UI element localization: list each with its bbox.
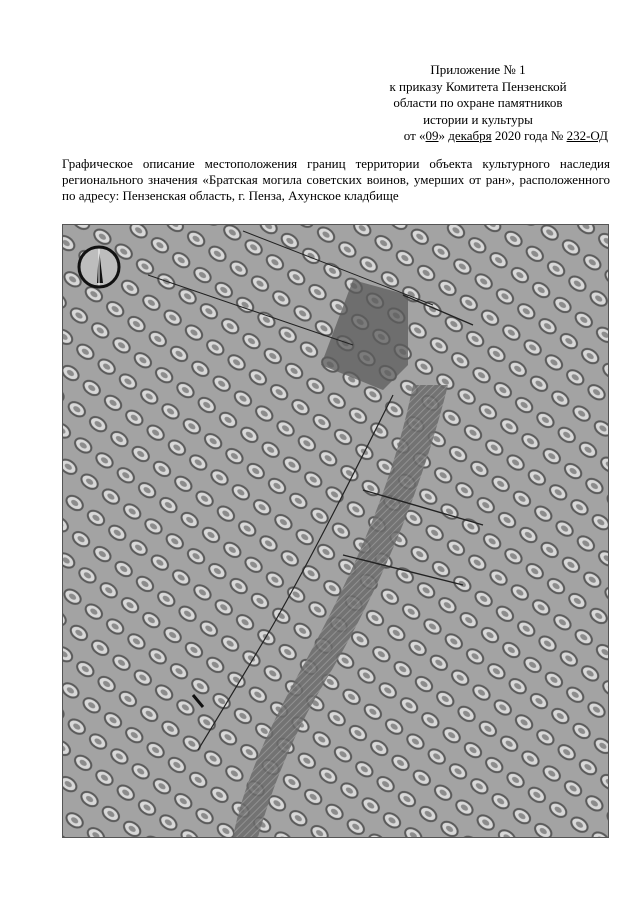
date-separator: »	[438, 128, 449, 143]
north-arrow-icon	[79, 247, 119, 287]
appendix-title: Приложение № 1	[430, 62, 526, 77]
order-year: 2020 года №	[491, 128, 567, 143]
site-map	[62, 224, 609, 838]
appendix-order-line: к приказу Комитета Пензенской	[389, 78, 567, 94]
order-day: 09	[425, 128, 439, 143]
appendix-heritage-line: истории и культуры	[423, 111, 533, 127]
appendix-block	[348, 62, 608, 145]
order-number: 232-ОД	[566, 128, 608, 143]
map-background	[63, 225, 608, 837]
order-month: декабря	[448, 128, 492, 143]
appendix-date-line	[348, 128, 608, 145]
description-paragraph: Графическое описание местоположения границ территории объекта культурного наследия регионального значения «Братская могила советских воинов, умерших от ран», расположенного по адресу: Пензенская область, г. Пенза, Ахунское кладбище	[62, 156, 610, 203]
appendix-committee-line: области по охране памятников	[393, 95, 563, 110]
date-prefix: от «	[403, 128, 426, 143]
